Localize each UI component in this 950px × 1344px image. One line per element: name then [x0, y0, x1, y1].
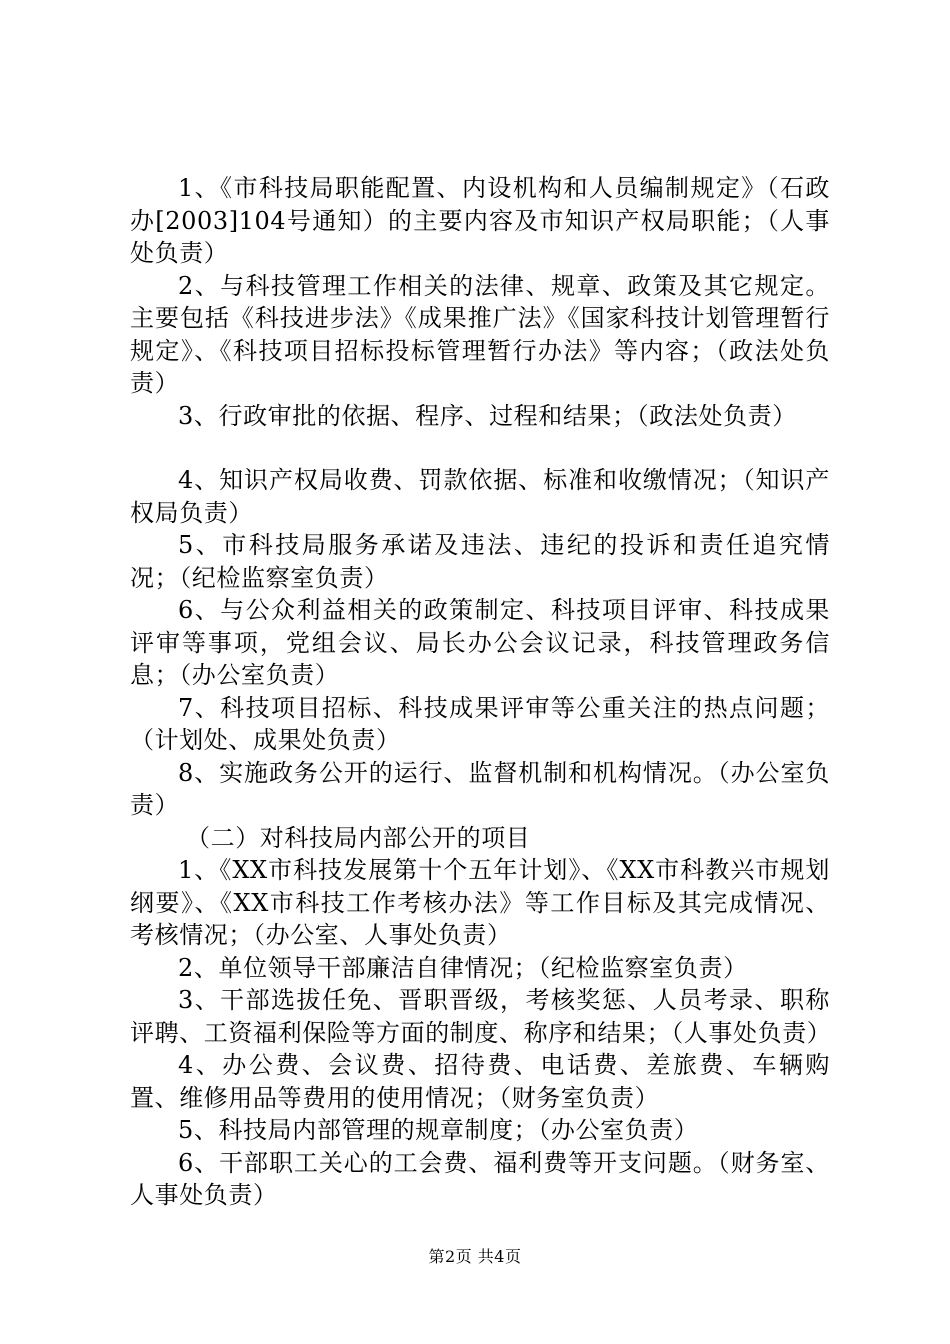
internal-item-1: 1、《XX市科技发展第十个五年计划》、《XX市科教兴市规划纲要》、《XX市科技工作考核办法》等工作目标及其完成情况、考核情况；（办公室、人事处负责）: [130, 856, 830, 949]
page-number-footer: 第2页 共4页: [428, 1247, 522, 1266]
paragraph-item-8: 8、实施政务公开的运行、监督机制和机构情况。（办公室负责）: [130, 758, 830, 819]
internal-item-3: 3、干部选拔任免、晋职晋级，考核奖惩、人员考录、职称评聘、工资福利保险等方面的制度、称序和结果；（人事处负责）: [130, 986, 832, 1047]
internal-item-6: 6、干部职工关心的工会费、福利费等开支问题。（财务室、人事处负责）: [130, 1148, 830, 1209]
paragraph-item-4: 4、知识产权局收费、罚款依据、标准和收缴情况；（知识产权局负责）: [130, 466, 830, 527]
paragraph-item-3: 3、行政审批的依据、程序、过程和结果；（政法处负责）: [178, 401, 797, 430]
internal-item-5: 5、科技局内部管理的规章制度；（办公室负责）: [178, 1116, 699, 1144]
document-body: [130, 172, 830, 1212]
paragraph-item-2: 2、与科技管理工作相关的法律、规章、政策及其它规定。主要包括《科技进步法》《成果推广法》《国家科技计划管理暂行规定》、《科技项目招标投标管理暂行办法》等内容；（政法处负责）: [130, 271, 830, 397]
paragraph-item-5: 5、市科技局服务承诺及违法、违纪的投诉和责任追究情况；（纪检监察室负责）: [130, 531, 830, 592]
section-heading-internal: （二）对科技局内部公开的项目: [186, 823, 531, 852]
internal-item-4: 4、办公费、会议费、招待费、电话费、差旅费、车辆购置、维修用品等费用的使用情况；（财务室负责）: [130, 1051, 830, 1112]
paragraph-item-6: 6、与公众利益相关的政策制定、科技项目评审、科技成果评审等事项，党组会议、局长办公会议记录，科技管理政务信息；（办公室负责）: [130, 596, 830, 689]
paragraph-item-7: 7、科技项目招标、科技成果评审等公重关注的热点问题；（计划处、成果处负责）: [130, 693, 830, 754]
paragraph-item-1: 1、《市科技局职能配置、内设机构和人员编制规定》（石政办[2003]104号通知）的主要内容及市知识产权局职能；（人事处负责）: [130, 174, 830, 267]
internal-item-2: 2、单位领导干部廉洁自律情况；（纪检监察室负责）: [178, 953, 748, 982]
